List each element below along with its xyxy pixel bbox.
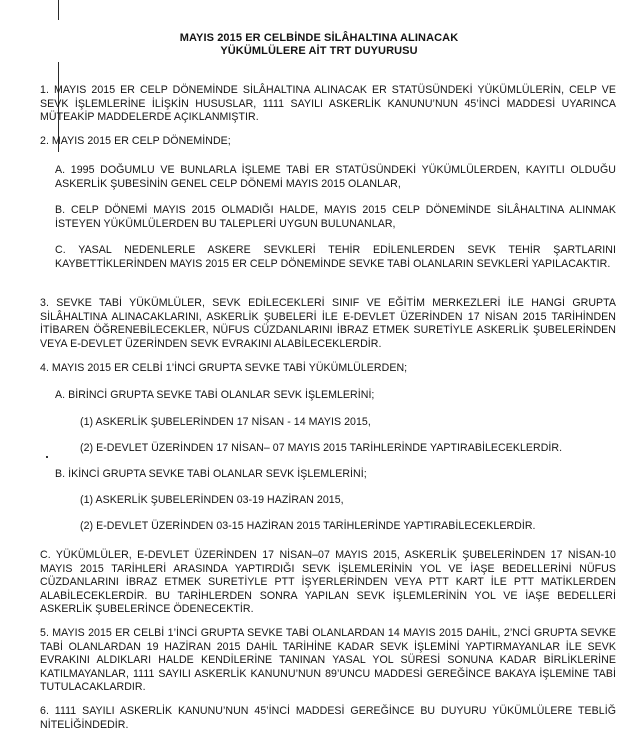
paragraph-4a: A. BİRİNCİ GRUPTA SEVKE TABİ OLANLAR SEVK İŞLEMLERİNİ; [55, 389, 375, 401]
paragraph-2: 2. MAYIS 2015 ER CELP DÖNEMİNDE; [40, 135, 231, 147]
scan-artifact-line [58, 0, 59, 20]
paragraph-4b: B. İKİNCİ GRUPTA SEVKE TABİ OLANLAR SEVK İŞLEMLERİNİ; [55, 468, 367, 480]
document-title [0, 32, 638, 58]
paragraph-4a2: (2) E-DEVLET ÜZERİNDEN 17 NİSAN– 07 MAYIS 2015 TARİHLERİNDE YAPTIRABİLECEKLERDİR. [80, 442, 563, 454]
paragraph-3: 3. SEVKE TABİ YÜKÜMLÜLER, SEVK EDİLECEKLERİ SINIF VE EĞİTİM MERKEZLERİ İLE HANGİ GRUPTA SİLÂHALTINA ALINACAKLARINI, ASKERLİK ŞUBELERİ İLE E-DEVLET ÜZERİNDEN 17 NİSAN 2015 TARİHİNDEN İTİBAREN ÖĞRENEBİLECEKLER, NÜFUS CÜZDANLARINI İBRAZ ETMEK SURETİYLE ASKERLİK ŞUBELERİNDEN VEYA E-DEVLET ÜZERİNDEN SEVK EVRAKINI ALABİLECEKLERDİR. [40, 297, 616, 350]
title-line-1: MAYIS 2015 ER CELBİNDE SİLÂHALTINA ALINACAK [179, 32, 459, 44]
paragraph-4b1: (1) ASKERLİK ŞUBELERİNDEN 03-19 HAZİRAN 2015, [80, 494, 344, 506]
paragraph-2c: C. YASAL NEDENLERLE ASKERE SEVKLERİ TEHİR EDİLENLERDEN SEVK TEHİR ŞARTLARINI KAYBETTİKLERİNDEN MAYIS 2015 ER CELP DÖNEMİNDE SEVKE TABİ OLANLARIN SEVKLERİ YAPILACAKTIR. [55, 244, 616, 270]
paragraph-6: 6. 1111 SAYILI ASKERLİK KANUNU’NUN 45’İNCİ MADDESİ GEREĞİNCE BU DUYURU YÜKÜMLÜLERE TEBLİĞ NİTELİĞİNDEDİR. [40, 705, 616, 731]
paragraph-2a: A. 1995 DOĞUMLU VE BUNLARLA İŞLEME TABİ ER STATÜSÜNDEKİ YÜKÜMLÜLERDEN, KAYITLI OLDUĞU ASKERLİK ŞUBESİNİN GENEL CELP DÖNEMİ MAYIS 2015 OLANLAR, [55, 164, 616, 190]
title-line-2: YÜKÜMLÜLERE AİT TRT DUYURUSU [220, 45, 418, 57]
paragraph-4a1: (1) ASKERLİK ŞUBELERİNDEN 17 NİSAN - 14 MAYIS 2015, [80, 416, 371, 428]
paragraph-4c: C. YÜKÜMLÜLER, E-DEVLET ÜZERİNDEN 17 NİSAN–07 MAYIS 2015, ASKERLİK ŞUBELERİNDEN 17 NİSAN-10 MAYIS 2015 TARİHLERİ ARASINDA YAPTIRDIĞI SEVK İŞLEMLERİNİN YOL VE İAŞE BEDELLERİNİ NÜFUS CÜZDANLARINI İBRAZ ETMEK SURETİYLE PTT İŞYERLERİNDEN VEYA PTT KART İLE PTT MATİKLERDEN ALABİLECEKLERDİR. BU TARİHLERDEN SONRA YAPILAN SEVK İŞLEMLERİNİN YOL VE İAŞE BEDELLERİ ASKERLİK ŞUBELERİNCE ÖDENECEKTİR. [40, 549, 616, 616]
paragraph-2b: B. CELP DÖNEMİ MAYIS 2015 OLMADIĞI HALDE, MAYIS 2015 CELP DÖNEMİNDE SİLÂHALTINA ALINMAK İSTEYEN YÜKÜMLÜLERDEN BU TALEPLERİ UYGUN BULUNANLAR, [55, 204, 616, 230]
paragraph-5: 5. MAYIS 2015 ER CELBİ 1’İNCİ GRUPTA SEVKE TABİ OLANLARDAN 14 MAYIS 2015 DAHİL, 2’NCİ GRUPTA SEVKE TABİ OLANLARDAN 19 HAZİRAN 2015 DAHİL TARİHİNE KADAR SEVK İŞLEMİNİ YAPTIRMAYANLAR İLE SEVK EVRAKINI ALDIKLARI HALDE KENDİLERİNE TANINAN YASAL YOL SÜRESİ SONUNA KADAR BİRLİKLERİNE KATILMAYANLAR, 1111 SAYILI ASKERLİK KANUNU’NUN 89’UNCU MADDESİ GEREĞİNCE BAKAYA İŞLEMİNE TABİ TUTULACAKLARDIR. [40, 627, 616, 694]
paragraph-4: 4. MAYIS 2015 ER CELBİ 1’İNCİ GRUPTA SEVKE TABİ YÜKÜMLÜLERDEN; [40, 362, 408, 374]
paragraph-1: 1. MAYIS 2015 ER CELP DÖNEMİNDE SİLÂHALTINA ALINACAK ER STATÜSÜNDEKİ YÜKÜMLÜLERİN, CELP VE SEVK İŞLEMLERİNE İLİŞKİN HUSUSLAR, 1111 SAYILI ASKERLİK KANUNU’NUN 45’İNCİ MADDESİ UYARINCA MÜTEAKİP MADDELERDE AÇIKLANMIŞTIR. [40, 84, 616, 124]
scan-speck [46, 456, 48, 458]
paragraph-4b2: (2) E-DEVLET ÜZERİNDEN 03-15 HAZİRAN 2015 TARİHLERİNDE YAPTIRABİLECEKLERDİR. [80, 520, 536, 532]
